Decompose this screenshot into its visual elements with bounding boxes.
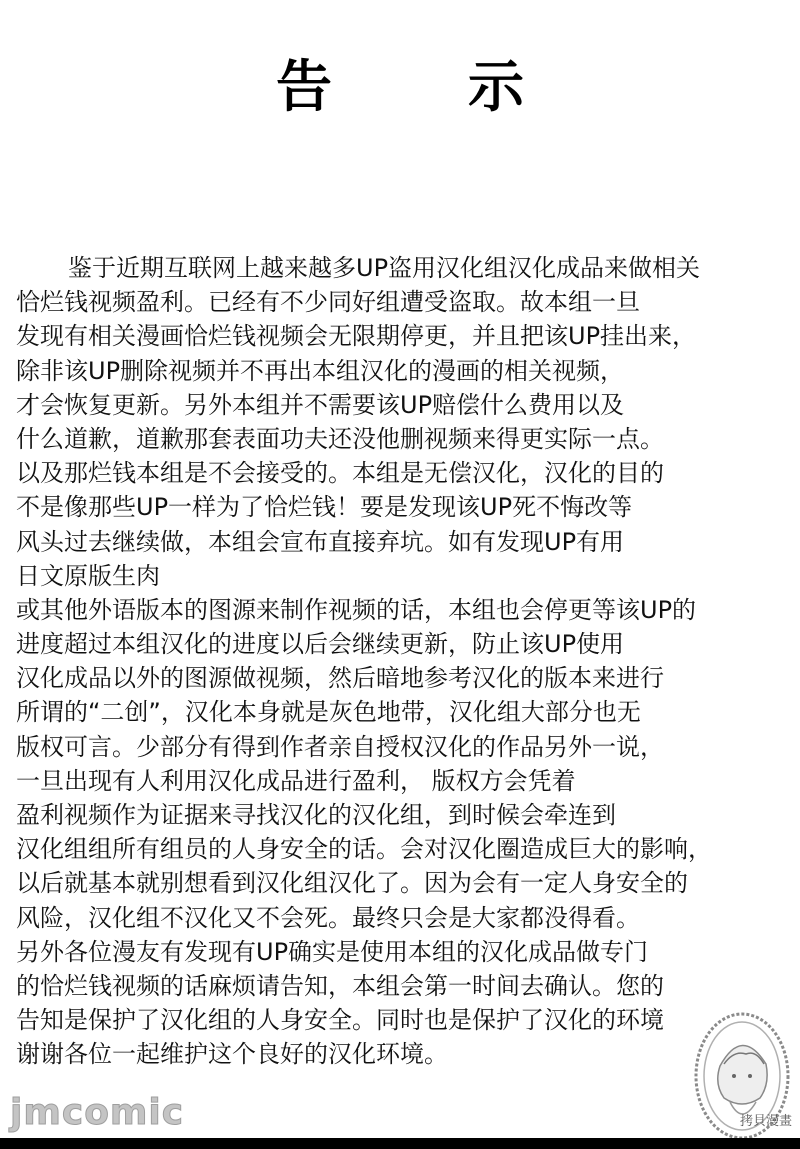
body-line: 的恰烂钱视频的话麻烦请告知，本组会第一时间去确认。您的 xyxy=(16,971,664,1000)
body-line: 告知是保护了汉化组的人身安全。同时也是保护了汉化的环境 xyxy=(16,1006,664,1035)
body-line: 风险，汉化组不汉化又不会死。最终只会是大家都没得看。 xyxy=(16,903,640,932)
body-line: 风头过去继续做，本组会宣布直接弃坑。如有发现UP有用 xyxy=(16,527,625,556)
body-line: 或其他外语版本的图源来制作视频的话，本组也会停更等该UP的 xyxy=(16,595,697,624)
body-line: 另外各位漫友有发现有UP确实是使用本组的汉化成品做专门 xyxy=(16,937,649,966)
title-char-2: 示 xyxy=(468,55,524,120)
body-line: 除非该UP删除视频并不再出本组汉化的漫画的相关视频， xyxy=(16,356,625,385)
body-line: 进度超过本组汉化的进度以后会继续更新，防止该UP使用 xyxy=(16,630,625,659)
body-line: 日文原版生肉 xyxy=(16,561,160,590)
body-line: 恰烂钱视频盈利。已经有不少同好组遭受盗取。故本组一旦 xyxy=(16,288,640,317)
watermark-logo: jmcomic xyxy=(10,1092,185,1133)
body-line: 鉴于近期互联网上越来越多UP盗用汉化组汉化成品来做相关 xyxy=(68,254,701,282)
body-line: 才会恢复更新。另外本组并不需要该UP赔偿什么费用以及 xyxy=(16,390,625,419)
body-line: 汉化组组所有组员的人身安全的话。会对汉化圈造成巨大的影响， xyxy=(16,835,712,864)
body-line: 汉化成品以外的图源做视频，然后暗地参考汉化的版本来进行 xyxy=(16,664,664,693)
seal-caption: 拷貝漫畫 xyxy=(740,1114,793,1129)
body-line: 什么道歉，道歉那套表面功夫还没他删视频来得更实际一点。 xyxy=(16,424,664,453)
body-line: 发现有相关漫画恰烂钱视频会无限期停更，并且把该UP挂出来， xyxy=(16,322,697,351)
body-line: 以后就基本就别想看到汉化组汉化了。因为会有一定人身安全的 xyxy=(16,869,688,898)
body-line: 一旦出现有人利用汉化成品进行盈利， 版权方会凭着 xyxy=(16,766,576,795)
body-line: 不是像那些UP一样为了恰烂钱！要是发现该UP死不悔改等 xyxy=(16,493,633,522)
body-line: 谢谢各位一起维护这个良好的汉化环境。 xyxy=(16,1040,448,1069)
notice-title xyxy=(0,50,800,126)
body-line: 以及那烂钱本组是不会接受的。本组是无偿汉化，汉化的目的 xyxy=(16,459,664,488)
bottom-bar xyxy=(0,1138,800,1149)
body-line: 盈利视频作为证据来寻找汉化的汉化组，到时候会牵连到 xyxy=(16,801,616,829)
title-char-1: 告 xyxy=(276,55,332,120)
body-line: 版权可言。少部分有得到作者亲自授权汉化的作品另外一说， xyxy=(16,732,664,761)
notice-body xyxy=(16,251,800,1072)
body-line: 所谓的“二创”，汉化本身就是灰色地带，汉化组大部分也无 xyxy=(16,698,641,727)
